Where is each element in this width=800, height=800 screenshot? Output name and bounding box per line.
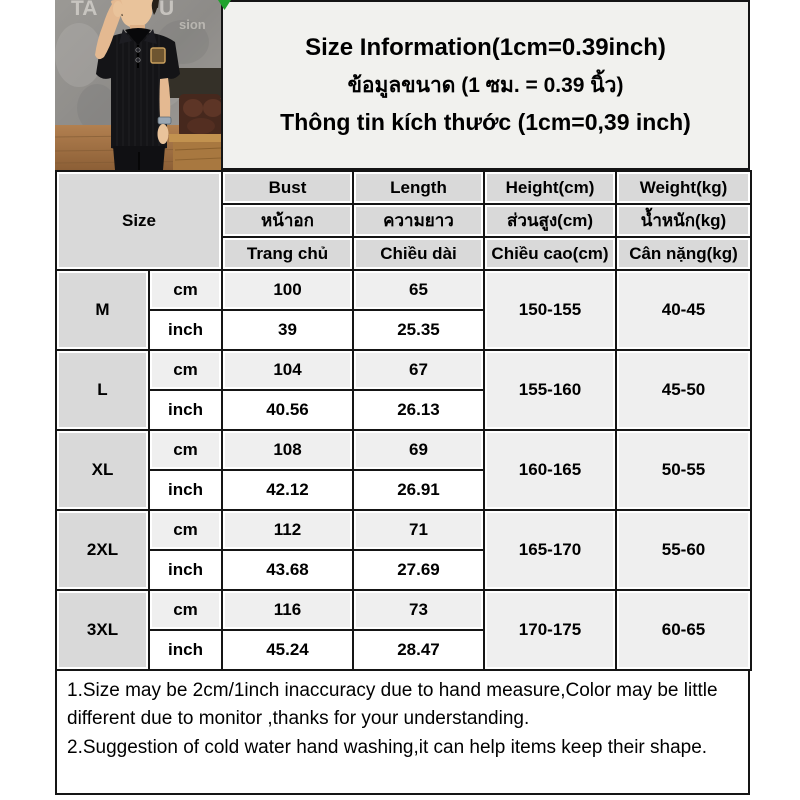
unit-cm-label: cm: [149, 350, 222, 390]
size-label: 2XL: [56, 510, 149, 590]
cell-height: 165-170: [484, 510, 616, 590]
cell-length-inch: 25.35: [353, 310, 484, 350]
cell-bust-cm: 100: [222, 270, 353, 310]
chest-logo-patch: [151, 48, 165, 63]
cell-length-inch: 26.91: [353, 470, 484, 510]
cell-bust-cm: 104: [222, 350, 353, 390]
cell-bust-inch: 45.24: [222, 630, 353, 670]
product-photo: [55, 0, 221, 170]
col-header-bust-en: Bust: [222, 171, 353, 204]
col-header-weight-th: น้ำหนัก(kg): [616, 204, 751, 237]
unit-cm-label: cm: [149, 430, 222, 470]
col-header-length-th: ความยาว: [353, 204, 484, 237]
col-header-height-th: ส่วนสูง(cm): [484, 204, 616, 237]
cell-bust-inch: 40.56: [222, 390, 353, 430]
unit-inch-label: inch: [149, 630, 222, 670]
cell-length-cm: 71: [353, 510, 484, 550]
attention-line-2: 2.Suggestion of cold water hand washing,it can help items keep their shape.: [67, 736, 708, 758]
size-header-cell: Size: [56, 171, 222, 270]
lowered-arm: [160, 78, 171, 118]
cell-length-cm: 69: [353, 430, 484, 470]
cell-height: 170-175: [484, 590, 616, 670]
wrist-watch: [158, 117, 171, 124]
cell-bust-inch: 42.12: [222, 470, 353, 510]
table-row: [56, 510, 751, 550]
col-header-weight-en: Weight(kg): [616, 171, 751, 204]
cell-height: 160-165: [484, 430, 616, 510]
size-label: 3XL: [56, 590, 149, 670]
cell-length-cm: 67: [353, 350, 484, 390]
hand: [158, 124, 169, 144]
cell-bust-inch: 43.68: [222, 550, 353, 590]
polo-button: [136, 48, 140, 52]
unit-cm-label: cm: [149, 510, 222, 550]
cell-weight: 55-60: [616, 510, 751, 590]
table-row: [56, 590, 751, 630]
unit-inch-label: inch: [149, 550, 222, 590]
size-table: [55, 170, 752, 671]
unit-inch-label: inch: [149, 390, 222, 430]
cell-bust-cm: 112: [222, 510, 353, 550]
col-header-weight-vi: Cân nặng(kg): [616, 237, 751, 270]
watermark-text-left: TA: [71, 0, 98, 20]
size-info-title-th: ข้อมูลขนาด (1 ซม. = 0.39 นิ้ว): [347, 74, 624, 97]
cell-length-cm: 65: [353, 270, 484, 310]
col-header-length-en: Length: [353, 171, 484, 204]
size-label: L: [56, 350, 149, 430]
unit-inch-label: inch: [149, 470, 222, 510]
watermark-text-sion: sion: [179, 17, 206, 32]
cell-length-cm: 73: [353, 590, 484, 630]
table-row: [56, 270, 751, 310]
size-info-title-vi: Thông tin kích thước (1cm=0,39 inch): [280, 109, 691, 135]
product-photo-art: [55, 0, 221, 170]
col-header-bust-vi: Trang chủ: [222, 237, 353, 270]
size-info-panel: [221, 0, 750, 170]
size-label: M: [56, 270, 149, 350]
table-header-row-en: [56, 171, 751, 204]
cell-bust-cm: 108: [222, 430, 353, 470]
cell-bust-cm: 116: [222, 590, 353, 630]
table-row: [56, 430, 751, 470]
cell-length-inch: 27.69: [353, 550, 484, 590]
polo-button: [136, 58, 140, 62]
col-header-length-vi: Chiều dài: [353, 237, 484, 270]
cell-bust-inch: 39: [222, 310, 353, 350]
cell-weight: 60-65: [616, 590, 751, 670]
cell-length-inch: 28.47: [353, 630, 484, 670]
cell-weight: 50-55: [616, 430, 751, 510]
unit-cm-label: cm: [149, 270, 222, 310]
size-info-title-en: Size Information(1cm=0.39inch): [305, 34, 666, 61]
attention-line-1: 1.Size may be 2cm/1inch inaccuracy due to hand measure,Color may be little different due to monitor ,thanks for your understanding.: [67, 679, 718, 729]
watermark-text-right: U: [159, 0, 175, 20]
cell-length-inch: 26.13: [353, 390, 484, 430]
size-label: XL: [56, 430, 149, 510]
table-row: [56, 350, 751, 390]
cell-height: 150-155: [484, 270, 616, 350]
col-header-height-en: Height(cm): [484, 171, 616, 204]
cell-weight: 45-50: [616, 350, 751, 430]
unit-cm-label: cm: [149, 590, 222, 630]
hand: [113, 1, 123, 17]
unit-inch-label: inch: [149, 310, 222, 350]
col-header-bust-th: หน้าอก: [222, 204, 353, 237]
cell-weight: 40-45: [616, 270, 751, 350]
cell-height: 155-160: [484, 350, 616, 430]
col-header-height-vi: Chiều cao(cm): [484, 237, 616, 270]
